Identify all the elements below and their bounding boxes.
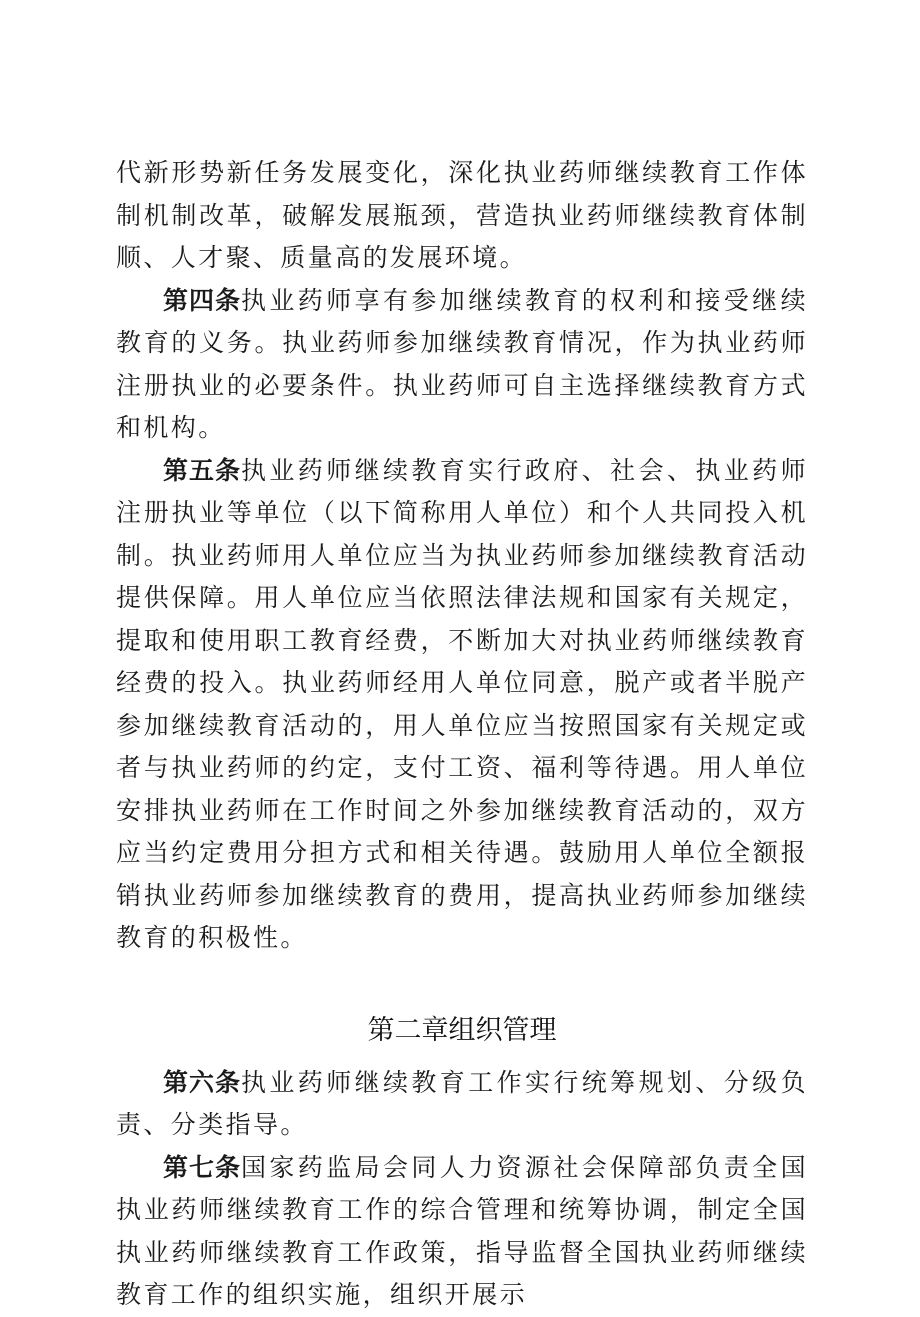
article-number: 第四条 [163,285,241,315]
paragraph-text: 执业药师享有参加继续教育的权利和接受继续教育的义务。执业药师参加继续教育情况，作为执业药师注册执业的必要条件。执业药师可自主选择继续教育方式和机构。 [116,285,808,442]
paragraph-text: 执业药师继续教育工作实行统筹规划、分级负责、分类指导。 [116,1067,808,1139]
article-7-paragraph [116,1147,808,1317]
article-6-paragraph [116,1062,808,1147]
paragraph-text: 国家药监局会同人力资源社会保障部负责全国执业药师继续教育工作的综合管理和统筹协调，制定全国执业药师继续教育工作政策，指导监督全国执业药师继续教育工作的组织实施，组织开展示 [116,1152,808,1309]
article-number: 第五条 [163,455,241,485]
document-body [116,152,808,1317]
article-number: 第六条 [163,1067,241,1097]
paragraph-text: 代新形势新任务发展变化，深化执业药师继续教育工作体制机制改革，破解发展瓶颈，营造执业药师继续教育体制顺、人才聚、质量高的发展环境。 [116,158,808,272]
article-5-paragraph [116,450,808,960]
article-4-paragraph [116,280,808,450]
paragraph-continuation [116,152,808,280]
chapter-heading: 第二章组织管理 [367,1014,557,1046]
paragraph-text: 执业药师继续教育实行政府、社会、执业药师注册执业等单位（以下简称用人单位）和个人共同投入机制。执业药师用人单位应当为执业药师参加继续教育活动提供保障。用人单位应当依照法律法规和国家有关规定，提取和使用职工教育经费，不断加大对执业药师继续教育经费的投入。执业药师经用人单位同意，脱产或者半脱产参加继续教育活动的，用人单位应当按照国家有关规定或者与执业药师的约定，支付工资、福利等待遇。用人单位安排执业药师在工作时间之外参加继续教育活动的，双方应当约定费用分担方式和相关待遇。鼓励用人单位全额报销执业药师参加继续教育的费用，提高执业药师参加继续教育的积极性。 [116,455,808,952]
article-number: 第七条 [163,1152,241,1182]
